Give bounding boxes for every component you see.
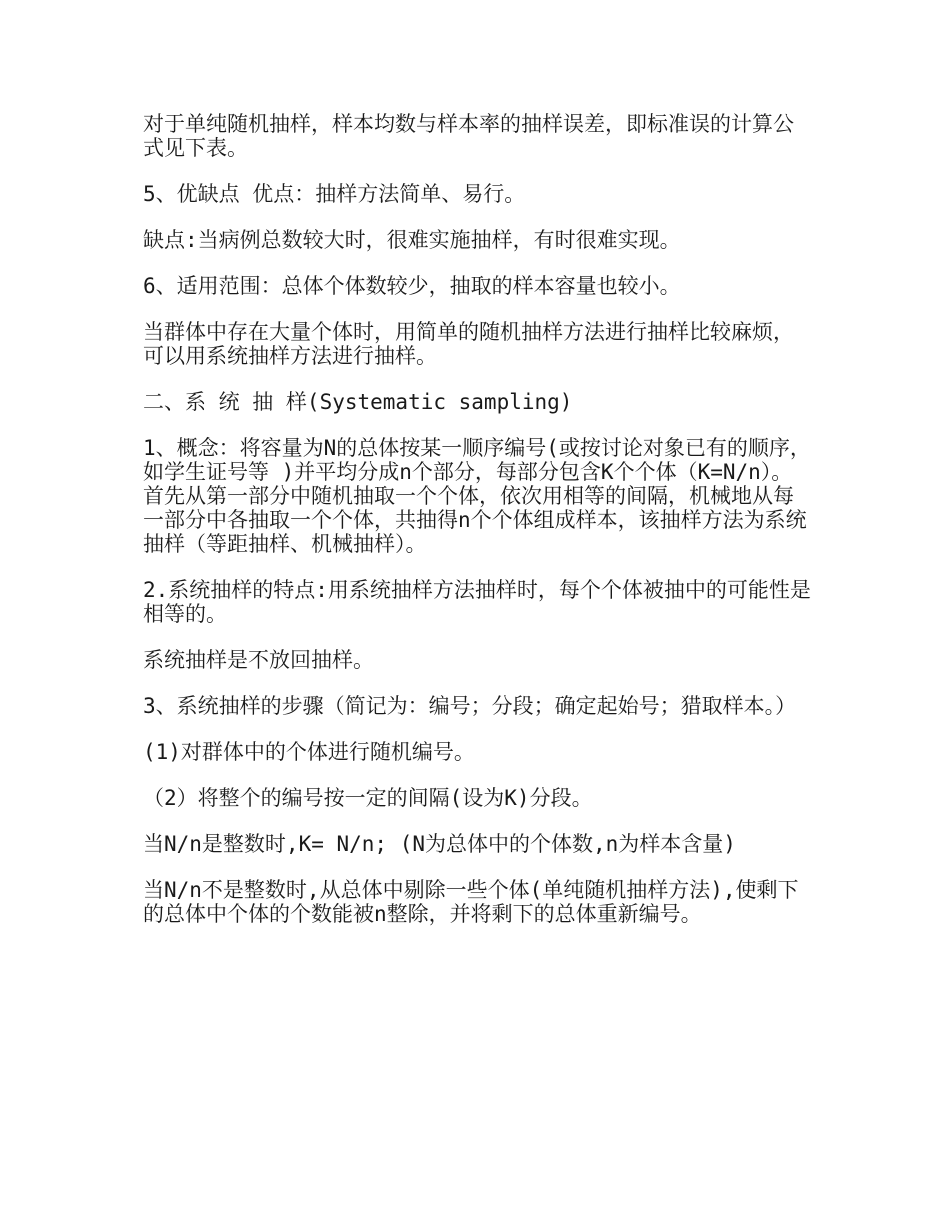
- paragraph-large-population: 当群体中存在大量个体时，用简单的随机抽样方法进行抽样比较麻烦，可以用系统抽样方法进行抽样。: [143, 320, 794, 368]
- document-body: [143, 112, 813, 948]
- paragraph-step-1: (1)对群体中的个体进行随机编号。: [143, 740, 475, 764]
- section-heading-systematic-sampling: 二、系 统 抽 样(Systematic sampling): [143, 390, 573, 414]
- paragraph-non-integer-case: 当N/n不是整数时,从总体中剔除一些个体(单纯随机抽样方法),使剩下的总体中个体的个数能被n整除，并将剩下的总体重新编号。: [143, 878, 799, 926]
- paragraph-step-2: （2）将整个的编号按一定的间隔(设为K)分段。: [143, 786, 593, 810]
- paragraph-integer-case: 当N/n是整数时,K= N/n; (N为总体中的个体数,n为样本含量): [143, 832, 736, 856]
- paragraph-advantages: 5、优缺点 优点：抽样方法简单、易行。: [143, 182, 526, 206]
- paragraph-steps: 3、系统抽样的步骤（简记为：编号；分段；确定起始号；猎取样本。）: [143, 694, 797, 718]
- paragraph-scope: 6、适用范围：总体个体数较少，抽取的样本容量也较小。: [143, 274, 681, 298]
- paragraph-without-replacement: 系统抽样是不放回抽样。: [143, 648, 374, 672]
- paragraph-srs-standard-error: 对于单纯随机抽样，样本均数与样本率的抽样误差，即标准误的计算公式见下表。: [143, 112, 794, 160]
- paragraph-disadvantages: 缺点:当病例总数较大时，很难实施抽样，有时很难实现。: [143, 228, 681, 252]
- paragraph-concept: 1、概念：将容量为N的总体按某一顺序编号(或按讨论对象已有的顺序，如学生证号等 )并平均分成n个部分，每部分包含K个个体（K=N/n）。首先从第一部分中随机抽取一个个体，依次用相等的间隔，机械地从每一部分中各抽取一个个体，共抽得n个个体组成样本，该抽样方法为系统抽样（等距抽样、机械抽样）。: [143, 436, 811, 556]
- paragraph-characteristics: 2.系统抽样的特点:用系统抽样方法抽样时，每个个体被抽中的可能性是相等的。: [143, 578, 811, 626]
